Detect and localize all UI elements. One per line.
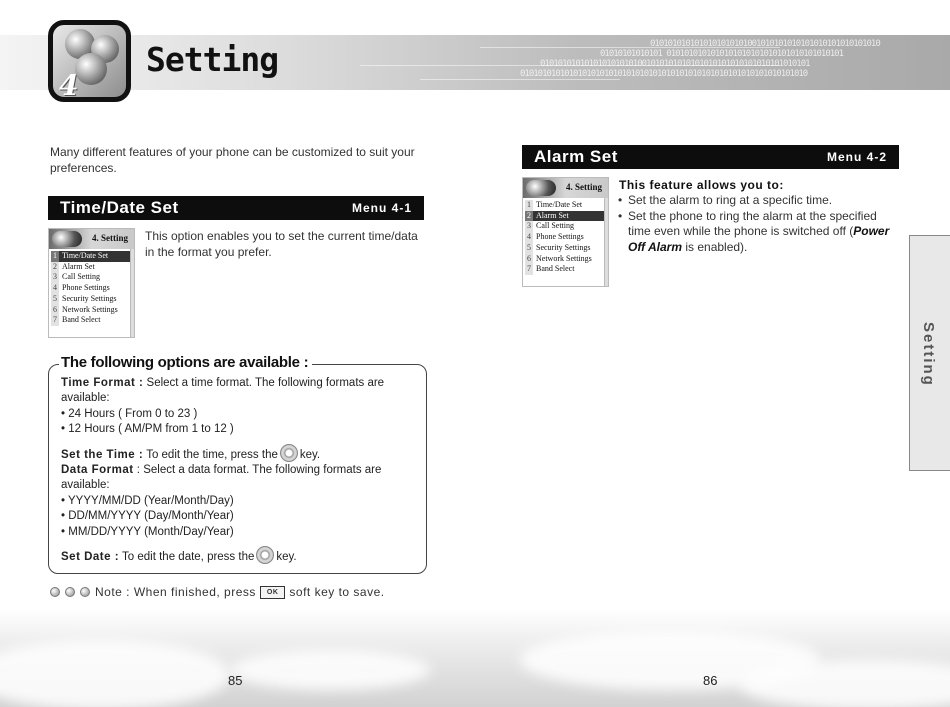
time-format-text: Select a time format. The following formats are available: xyxy=(61,377,385,405)
phone-menu-item: 7 Band Select xyxy=(53,315,101,325)
section-title: Alarm Set xyxy=(534,147,618,166)
nav-key-icon xyxy=(280,444,298,462)
set-date-suffix: key. xyxy=(276,551,297,564)
data-format-text: : Select a data format. The following formats are available: xyxy=(61,464,382,492)
data-format-item: • MM/DD/YYYY (Month/Day/Year) xyxy=(61,525,234,538)
time-date-description: This option enables you to set the current time/data in the format you prefer. xyxy=(145,229,418,259)
section-menu-number: Menu 4-2 xyxy=(826,150,887,164)
chapter-icon xyxy=(48,20,131,102)
options-title: The following options are available : xyxy=(59,354,312,371)
set-date-label: Set Date : xyxy=(61,551,120,564)
data-format-item: • DD/MM/YYYY (Day/Month/Year) xyxy=(61,510,234,523)
side-tab-label: Setting xyxy=(920,322,937,387)
footer-clouds xyxy=(0,610,950,707)
phone-menu-screenshot xyxy=(522,177,609,287)
phone-menu-item: 1 Time/Date Set xyxy=(527,200,583,209)
data-format-label: Data Format xyxy=(61,464,134,477)
note-suffix: soft key to save. xyxy=(289,585,385,599)
phone-menu-item: 4 Phone Settings xyxy=(527,232,584,242)
phone-menu-list xyxy=(49,249,134,326)
phone-menu-item: 3 Call Setting xyxy=(53,272,100,282)
set-time-text: To edit the time, press the xyxy=(143,448,278,461)
phone-menu-screenshot xyxy=(48,228,135,338)
phone-menu-list xyxy=(523,198,608,275)
section-title: Time/Date Set xyxy=(60,198,179,217)
power-off-alarm-emphasis: Power Off Alarm xyxy=(628,224,890,254)
set-time-suffix: key. xyxy=(299,448,321,461)
phone-menu-item: 1 Time/Date Set xyxy=(51,251,131,262)
phone-menu-item: 2 Alarm Set xyxy=(53,261,95,271)
note xyxy=(50,585,385,599)
note-dot-icon xyxy=(65,587,75,597)
header-banner: 0101010101010101010101001010101010101010101010101010 01010101010101 0101010101010101010101010101010101010101 0101010101010101010101001010101010101010101010101010101010101 01010101010101010101010101010101010101010101010101010101010101010 xyxy=(0,35,950,90)
phone-screen-title: 4. Setting xyxy=(92,233,128,243)
note-dot-icon xyxy=(50,587,60,597)
page-number-right: 86 xyxy=(703,673,718,688)
phone-menu-item: 4 Phone Settings xyxy=(53,283,110,293)
phone-menu-item: 6 Network Settings xyxy=(527,253,592,263)
nav-key-icon xyxy=(256,546,274,564)
phone-menu-item: 5 Security Settings xyxy=(53,293,117,303)
phone-scrollbar xyxy=(130,249,134,337)
feature-item: • Set the alarm to ring at a specific time. xyxy=(618,193,900,209)
section-menu-number: Menu 4-1 xyxy=(351,201,412,215)
phone-menu-item: 5 Security Settings xyxy=(527,242,591,252)
time-format-item: • 12 Hours ( AM/PM from 1 to 12 ) xyxy=(61,423,234,436)
phone-menu-item: 7 Band Select xyxy=(527,264,575,274)
data-format-item: • YYYY/MM/DD (Year/Month/Day) xyxy=(61,494,234,507)
feature-item: • Set the phone to ring the alarm at the specified time even while the phone is switched off (Power Off Alarm is enabled). xyxy=(618,209,900,256)
section-bar-time-date xyxy=(48,196,424,220)
set-time-label: Set the Time : xyxy=(61,448,144,461)
note-dot-icon xyxy=(80,587,90,597)
phone-menu-item: 2 Alarm Set xyxy=(525,211,605,222)
ok-key-icon: OK xyxy=(260,586,286,599)
time-format-item: • 24 Hours ( From 0 to 23 ) xyxy=(61,407,198,420)
phone-menu-item: 6 Network Settings xyxy=(53,304,118,314)
chapter-side-tab xyxy=(909,235,950,471)
feature-heading: This feature allows you to: xyxy=(619,178,784,192)
section-bar-alarm xyxy=(522,145,899,169)
set-date-text: To edit the date, press the xyxy=(119,551,255,564)
page-title: Setting xyxy=(146,40,279,79)
chapter-number: 4 xyxy=(59,69,79,102)
time-format-label: Time Format : xyxy=(61,377,144,389)
page-number-left: 85 xyxy=(228,673,243,688)
options-box xyxy=(48,364,427,574)
phone-screen-title: 4. Setting xyxy=(566,182,602,192)
feature-list xyxy=(618,193,900,255)
note-prefix: Note : When finished, press xyxy=(95,585,256,599)
phone-menu-item: 3 Call Setting xyxy=(527,221,574,231)
phone-scrollbar xyxy=(604,198,608,286)
intro-text: Many different features of your phone can be customized to suit your preferences. xyxy=(50,145,415,175)
